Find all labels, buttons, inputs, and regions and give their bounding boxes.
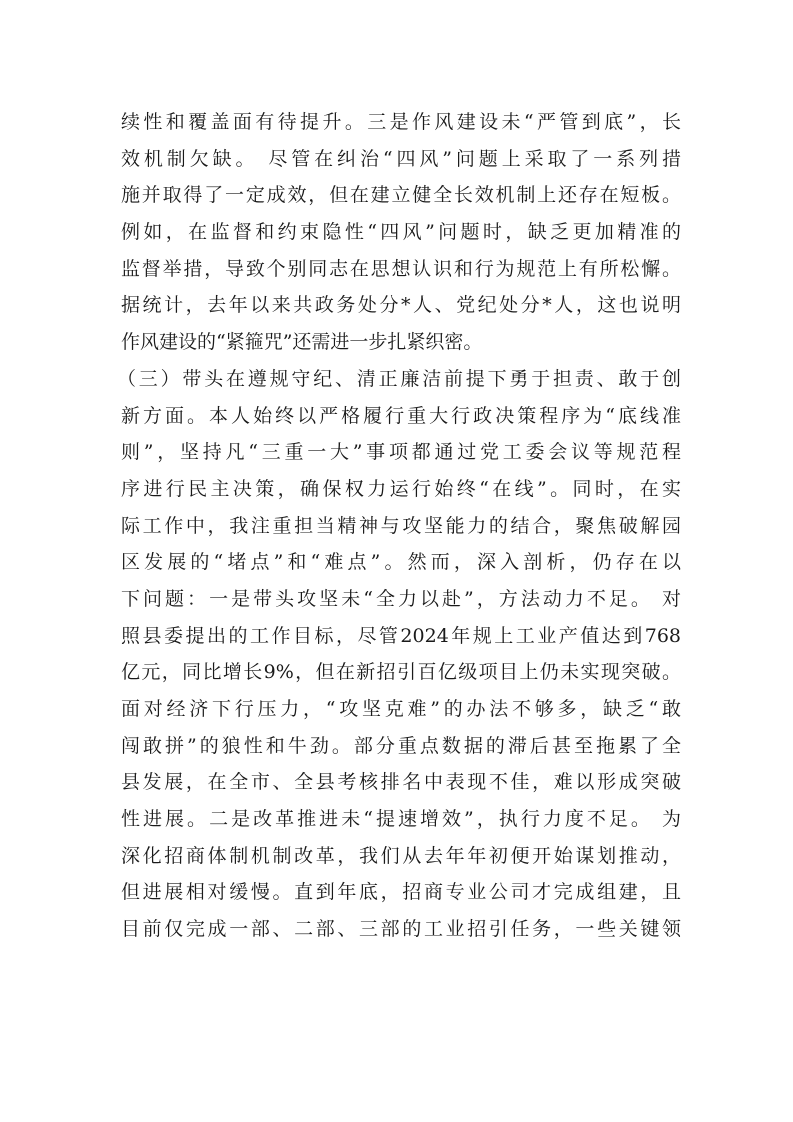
text-line: 区发展的“堵点”和“难点”。然而，深入剖析，仍存在以 xyxy=(121,551,681,574)
text-line: 深化招商体制机制改革，我们从去年年初便开始谋划推动， xyxy=(121,844,681,867)
text-line: 效机制欠缺。 尽管在纠治“四风”问题上采取了一系列措 xyxy=(121,147,681,170)
text-line: 监督举措，导致个别同志在思想认识和行为规范上有所松懈。 xyxy=(121,257,681,280)
text-line: 施并取得了一定成效，但在建立健全长效机制上还存在短板。 xyxy=(121,184,681,207)
text-line: 例如，在监督和约束隐性“四风”问题时，缺乏更加精准的 xyxy=(121,221,681,244)
text-line: 亿元，同比增长9%，但在新招引百亿级项目上仍未实现突破。 xyxy=(121,661,681,684)
text-line: 据统计，去年以来共政务处分*人、党纪处分*人，这也说明 xyxy=(121,294,681,317)
text-line: 照县委提出的工作目标，尽管2024年规上工业产值达到768 xyxy=(121,624,681,647)
text-line: 作风建设的“紧箍咒”还需进一步扎紧织密。 xyxy=(121,331,483,354)
text-line: 下问题：一是带头攻坚未“全力以赴”，方法动力不足。 对 xyxy=(121,587,681,610)
text-line: 性进展。二是改革推进未“提速增效”，执行力度不足。 为 xyxy=(121,808,681,831)
text-line: 则”，坚持凡“三重一大”事项都通过党工委会议等规范程 xyxy=(121,441,681,464)
text-line: 序进行民主决策，确保权力运行始终“在线”。同时，在实 xyxy=(121,477,681,500)
text-line: 新方面。本人始终以严格履行重大行政决策程序为“底线准 xyxy=(121,404,681,427)
text-line: 闯敢拼”的狼性和牛劲。部分重点数据的滞后甚至拖累了全 xyxy=(121,734,681,757)
text-line: 县发展，在全市、全县考核排名中表现不佳，难以形成突破 xyxy=(121,771,681,794)
body-text xyxy=(117,104,681,948)
text-line: 目前仅完成一部、二部、三部的工业招引任务，一些关键领 xyxy=(121,918,681,941)
text-line: 面对经济下行压力，“攻坚克难”的办法不够多，缺乏“敢 xyxy=(121,698,681,720)
text-line: 但进展相对缓慢。直到年底，招商专业公司才完成组建，且 xyxy=(121,881,681,904)
text-line: 际工作中，我注重担当精神与攻坚能力的结合，聚焦破解园 xyxy=(121,514,681,537)
text-line: 续性和覆盖面有待提升。三是作风建设未“严管到底”，长 xyxy=(121,111,681,133)
section-heading-line: （三）带头在遵规守纪、清正廉洁前提下勇于担责、敢于创 xyxy=(117,367,681,390)
